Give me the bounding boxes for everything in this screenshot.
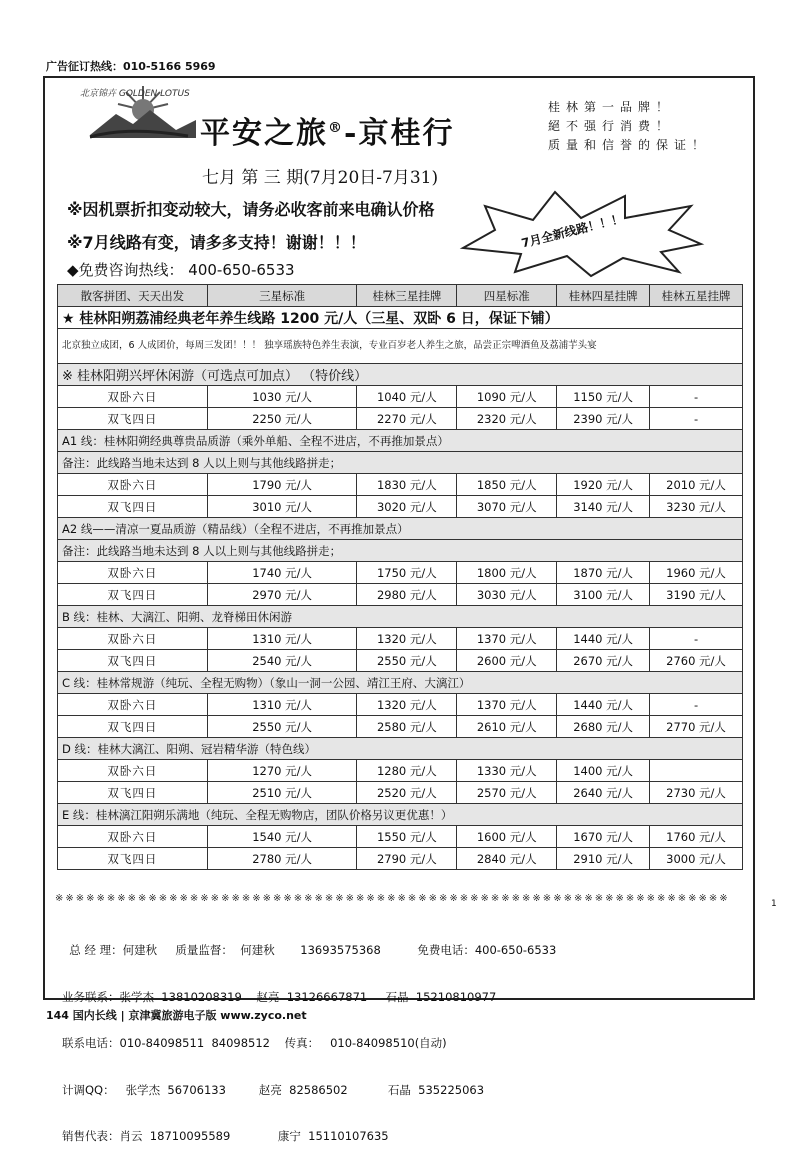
- price-cell: 1850 元/人: [457, 474, 557, 496]
- e-title: E 线：桂林漓江阳朔乐满地（纯玩、全程无购物店，团队价格另议更优惠！）: [58, 804, 743, 826]
- price-cell: 3100 元/人: [557, 584, 650, 606]
- price-cell: 2570 元/人: [457, 782, 557, 804]
- row-label: 双卧六日: [58, 562, 208, 584]
- price-table: [57, 284, 743, 870]
- brand-route: -京桂行: [344, 116, 455, 151]
- price-cell: 2600 元/人: [457, 650, 557, 672]
- price-cell: 2980 元/人: [357, 584, 457, 606]
- price-cell: 1320 元/人: [357, 694, 457, 716]
- price-cell: 1040 元/人: [357, 386, 457, 408]
- price-cell: -: [650, 628, 743, 650]
- price-cell: 1320 元/人: [357, 628, 457, 650]
- column-header: 散客拼团、天天出发: [58, 285, 208, 307]
- notice-route-change: ※7月线路有变，请多多支持！谢谢！！！: [67, 233, 366, 252]
- page-footer: 144 国内长线 | 京津冀旅游电子版 www.zyco.net: [46, 1009, 307, 1022]
- price-cell: 3000 元/人: [650, 848, 743, 870]
- d-title: D 线：桂林大漓江、阳朔、冠岩精华游（特色线）: [58, 738, 743, 760]
- price-cell: 1540 元/人: [207, 826, 357, 848]
- feature-title-row: [58, 307, 743, 329]
- table-row: [58, 408, 743, 430]
- table-row: [58, 650, 743, 672]
- price-cell: 1790 元/人: [207, 474, 357, 496]
- price-cell: 2670 元/人: [557, 650, 650, 672]
- slogans: [548, 98, 710, 155]
- price-cell: 1760 元/人: [650, 826, 743, 848]
- b-title: B 线：桂林、大漓江、阳朔、龙脊梯田休闲游: [58, 606, 743, 628]
- column-header: 四星标准: [457, 285, 557, 307]
- feature-desc-row: [58, 329, 743, 364]
- price-cell: 2550 元/人: [207, 716, 357, 738]
- burst-text: 7月全新线路！！！: [519, 211, 625, 251]
- price-cell: 1870 元/人: [557, 562, 650, 584]
- section-title-row: [58, 430, 743, 452]
- price-cell: 3230 元/人: [650, 496, 743, 518]
- table-row: [58, 826, 743, 848]
- price-cell: 1310 元/人: [207, 694, 357, 716]
- row-label: 双飞四日: [58, 650, 208, 672]
- price-cell: 1150 元/人: [557, 386, 650, 408]
- price-cell: -: [650, 386, 743, 408]
- price-cell: 1920 元/人: [557, 474, 650, 496]
- price-cell: 2910 元/人: [557, 848, 650, 870]
- column-header: 桂林三星挂牌: [357, 285, 457, 307]
- column-header: 桂林五星挂牌: [650, 285, 743, 307]
- contact-line: 联系电话：010-84098511 84098512 传真： 010-84098510(自动): [62, 1036, 447, 1050]
- registered-mark: ®: [328, 120, 344, 136]
- price-cell: 1750 元/人: [357, 562, 457, 584]
- price-cell: 3030 元/人: [457, 584, 557, 606]
- price-cell: 1370 元/人: [457, 628, 557, 650]
- price-cell: [650, 760, 743, 782]
- price-cell: 2610 元/人: [457, 716, 557, 738]
- price-cell: 2580 元/人: [357, 716, 457, 738]
- page-mark: 1: [771, 899, 777, 909]
- row-label: 双卧六日: [58, 628, 208, 650]
- price-cell: 1960 元/人: [650, 562, 743, 584]
- price-cell: 1800 元/人: [457, 562, 557, 584]
- section-title-row: [58, 672, 743, 694]
- row-label: 双卧六日: [58, 694, 208, 716]
- special-title: ※ 桂林阳朔兴坪休闲游（可选点可加点） （特价线）: [58, 364, 743, 386]
- row-label: 双卧六日: [58, 386, 208, 408]
- price-cell: 3190 元/人: [650, 584, 743, 606]
- price-cell: 2970 元/人: [207, 584, 357, 606]
- section-title-row: [58, 804, 743, 826]
- price-cell: 1440 元/人: [557, 628, 650, 650]
- table-row: [58, 496, 743, 518]
- row-label: 双飞四日: [58, 782, 208, 804]
- price-cell: 1330 元/人: [457, 760, 557, 782]
- price-cell: 2010 元/人: [650, 474, 743, 496]
- section-title-row: [58, 738, 743, 760]
- row-label: 双飞四日: [58, 408, 208, 430]
- c-title: C 线：桂林常规游（纯玩、全程无购物）（象山一洞一公园、靖江王府、大漓江）: [58, 672, 743, 694]
- column-header: 三星标准: [207, 285, 357, 307]
- brand-name: 平安之旅: [200, 116, 328, 151]
- ad-hotline: 广告征订热线：010-5166 5969: [46, 60, 216, 73]
- price-cell: 2510 元/人: [207, 782, 357, 804]
- table-row: [58, 628, 743, 650]
- price-cell: 1600 元/人: [457, 826, 557, 848]
- table-row: [58, 562, 743, 584]
- row-label: 双卧六日: [58, 826, 208, 848]
- section-title-row: [58, 364, 743, 386]
- price-cell: 3020 元/人: [357, 496, 457, 518]
- price-cell: 2730 元/人: [650, 782, 743, 804]
- slogan-line: 桂林第一品牌！: [548, 100, 675, 114]
- section-note-row: [58, 540, 743, 562]
- a2-note: 备注：此线路当地未达到 8 人以上则与其他线路拼走；: [58, 540, 743, 562]
- table-row: [58, 474, 743, 496]
- price-cell: 2840 元/人: [457, 848, 557, 870]
- price-cell: 1440 元/人: [557, 694, 650, 716]
- row-label: 双飞四日: [58, 716, 208, 738]
- price-cell: 1270 元/人: [207, 760, 357, 782]
- a1-note: 备注：此线路当地未达到 8 人以上则与其他线路拼走；: [58, 452, 743, 474]
- row-label: 双飞四日: [58, 496, 208, 518]
- section-note-row: [58, 452, 743, 474]
- price-cell: 2320 元/人: [457, 408, 557, 430]
- table-header-row: [58, 285, 743, 307]
- price-cell: 2250 元/人: [207, 408, 357, 430]
- slogan-line: 絕不强行消费！: [548, 119, 675, 133]
- row-label: 双卧六日: [58, 760, 208, 782]
- table-row: [58, 584, 743, 606]
- price-cell: 1830 元/人: [357, 474, 457, 496]
- price-cell: 2680 元/人: [557, 716, 650, 738]
- table-row: [58, 386, 743, 408]
- price-cell: 1740 元/人: [207, 562, 357, 584]
- notice-ticket-price: ※因机票折扣变动较大，请务必收客前来电确认价格: [67, 200, 435, 219]
- price-cell: 2780 元/人: [207, 848, 357, 870]
- brand-title: [200, 108, 454, 152]
- price-cell: 2270 元/人: [357, 408, 457, 430]
- price-cell: 1030 元/人: [207, 386, 357, 408]
- row-label: 双飞四日: [58, 584, 208, 606]
- price-cell: 2550 元/人: [357, 650, 457, 672]
- price-cell: 3070 元/人: [457, 496, 557, 518]
- price-cell: 2390 元/人: [557, 408, 650, 430]
- price-cell: 3140 元/人: [557, 496, 650, 518]
- star-divider: ※※※※※※※※※※※※※※※※※※※※※※※※※※※※※※※※※※※※※※※※※※※※※※※※※※※※※※※※※※※※※※※※※: [55, 893, 730, 904]
- free-hotline: ◆免费咨询热线： 400-650-6533: [67, 261, 295, 279]
- a2-title: A2 线——清凉一夏品质游（精品线）（全程不进店，不再推加景点）: [58, 518, 743, 540]
- price-cell: 3010 元/人: [207, 496, 357, 518]
- price-cell: 1280 元/人: [357, 760, 457, 782]
- price-cell: -: [650, 694, 743, 716]
- price-cell: 1090 元/人: [457, 386, 557, 408]
- logo-text: 北京锦卉 GOLDEN LOTUS: [80, 89, 190, 99]
- contact-block: [62, 912, 556, 1160]
- price-cell: 1670 元/人: [557, 826, 650, 848]
- table-row: [58, 760, 743, 782]
- section-title-row: [58, 606, 743, 628]
- table-row: [58, 782, 743, 804]
- contact-line: 销售代表：肖云 18710095589 康宁 15110107635: [62, 1129, 389, 1143]
- table-row: [58, 716, 743, 738]
- price-cell: 1310 元/人: [207, 628, 357, 650]
- price-cell: 1400 元/人: [557, 760, 650, 782]
- price-cell: 1370 元/人: [457, 694, 557, 716]
- a1-title: A1 线：桂林阳朔经典尊贵品质游（乘外单船、全程不进店，不再推加景点）: [58, 430, 743, 452]
- contact-line: 业务联系：张学杰 13810208319 赵亮 13126667871 石晶 15210810977: [62, 989, 497, 1004]
- price-cell: 2640 元/人: [557, 782, 650, 804]
- row-label: 双卧六日: [58, 474, 208, 496]
- row-label: 双飞四日: [58, 848, 208, 870]
- slogan-line: 质量和信誉的保证！: [548, 138, 711, 152]
- price-cell: 2770 元/人: [650, 716, 743, 738]
- price-cell: -: [650, 408, 743, 430]
- feature-title: ★ 桂林阳朔荔浦经典老年养生线路 1200 元/人（三星、双卧 6 日，保证下铺）: [58, 307, 743, 329]
- price-cell: 1550 元/人: [357, 826, 457, 848]
- column-header: 桂林四星挂牌: [557, 285, 650, 307]
- section-title-row: [58, 518, 743, 540]
- feature-desc: 北京独立成团，6 人成团价，每周三发团！！！ 独享瑶族特色养生表演，专业百岁老人养生之旅，品尝正宗啤酒鱼及荔浦芋头宴: [58, 329, 743, 364]
- table-row: [58, 848, 743, 870]
- contact-line: 计调QQ： 张学杰 56706133 赵亮 82586502 石晶 535225063: [62, 1082, 485, 1097]
- price-cell: 2540 元/人: [207, 650, 357, 672]
- contact-line: 总 经 理：何建秋 质量监督： 何建秋 13693575368 免费电话：400-650-6533: [62, 943, 557, 957]
- price-cell: 2760 元/人: [650, 650, 743, 672]
- table-row: [58, 694, 743, 716]
- issue-line: 七月 第 三 期(7月20日-7月31): [202, 168, 439, 188]
- price-cell: 2790 元/人: [357, 848, 457, 870]
- price-cell: 2520 元/人: [357, 782, 457, 804]
